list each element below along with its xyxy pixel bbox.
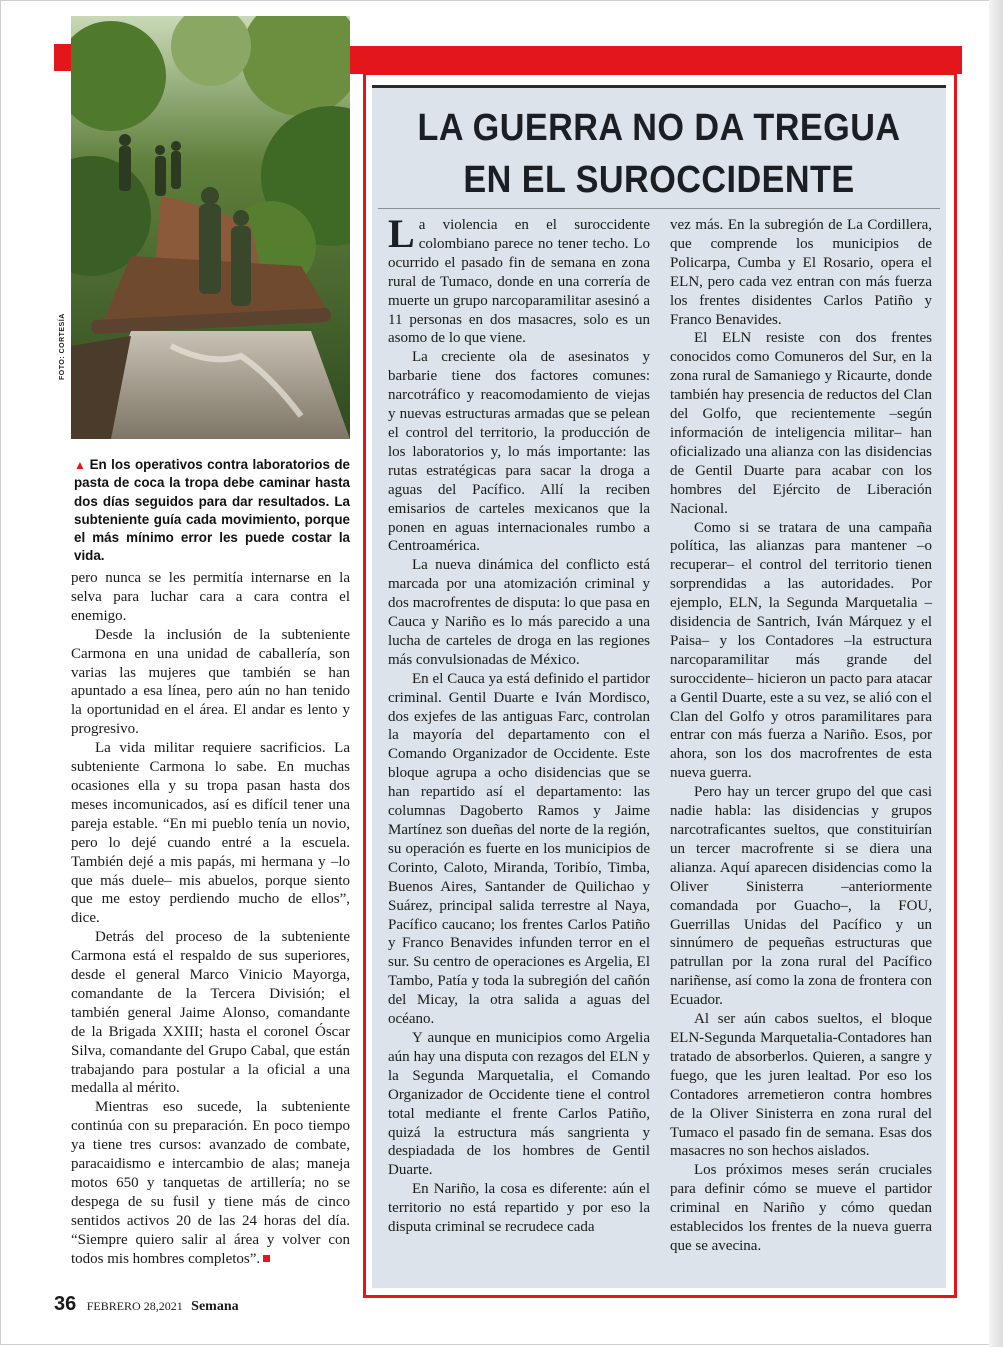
sidebar-column-b — [670, 216, 932, 1256]
sidebar-paragraph: Al ser aún cabos sueltos, el bloque ELN-Segunda Marquetalia-Contadores han tratado de absorberlos. Quieren, a sangre y fuego, que les juren lealtad. Por eso los Contadores arremetieron contra hombres de la Oliver Sinisterra en zona rural del Tumaco el pasado fin de semana. Esas dos masacres no son hechos aislados. — [670, 1011, 932, 1160]
sidebar-paragraph: En Nariño, la cosa es diferente: aún el territorio no está repartido y por eso la disputa criminal se recrudece cada — [388, 1181, 650, 1236]
left-paragraph-text: Mientras eso sucede, la subteniente continúa con su preparación. En poco tiempo ya tiene tres cursos: avanzado de combate, paracaidismo e intercambio de alas; maneja motos 650 y tanquetas de artillería; no se despega de su fusil y tiene más de cinco sentidos activos 20 de las 24 horas del día. “Siempre quiero salir al área y volver con todos mis hombres completos”. — [71, 1099, 350, 1267]
page-number: 36 — [54, 1293, 77, 1315]
headline-divider — [378, 208, 940, 209]
sidebar-red-header-bar — [350, 46, 962, 74]
sidebar-box — [363, 72, 957, 1298]
red-accent-tab — [54, 44, 71, 71]
sidebar-paragraph: La nueva dinámica del conflicto está marcada por una atomización criminal y dos macrofrentes de disputa: lo que pasa en Cauca y Nariño es lo más parecido a una lucha de carteles de droga en las regiones más convulsionadas de México. — [388, 557, 650, 668]
headline-line-2: EN EL SUROCCIDENTE — [463, 159, 855, 201]
left-article-column — [71, 569, 350, 1269]
end-mark-icon — [263, 1255, 270, 1262]
sidebar-paragraph: Y aunque en municipios como Argelia aún hay una disputa con rezagos del ELN y la Segunda Marquetalia, el Comando Organizador de Occidente tiene el control total mediante el frente Carlos Patiño, quizá la estructura más sangrienta y despiadada de los hombres de Gentil Duarte. — [388, 1029, 650, 1179]
caption-triangle-icon: ▲ — [74, 458, 87, 472]
sidebar-paragraph: En el Cauca ya está definido el partidor criminal. Gentil Duarte e Iván Mordisco, dos exjefes de las antiguas Farc, controlan la mayoría del departamento con el Comando Organizador de Occidente. Este bloque agrupa a ocho disidencias que se han repartido así el departamento: las columnas Dagoberto Ramos y Jaime Martínez son dueñas del norte de la región, su operación es fuerte en los municipios de Corinto, Caloto, Miranda, Toribío, Timba, Buenos Aires, Santander de Quilichao y Suárez, principal salida terrestre al Naya, Pacífico caucano; los frentes Carlos Patiño y Franco Benavides infunden terror en el sur. Su centro de operaciones es Argelia, El Tambo, Patía y toda la subregión del cañón del Micay, la otra salida a aguas del océano. — [388, 670, 650, 1028]
article-photo — [71, 16, 350, 439]
sidebar-paragraph: El ELN resiste con dos frentes conocidos como Comuneros del Sur, en la zona rural de Samaniego y Ricaurte, donde también hay presencia de reductos del Clan del Golfo, que recientemente –según información de inteligencia militar– han oficializado una alianza con las disidencias de Gentil Duarte para acabar con los hombres del Ejército de Liberación Nacional. — [670, 330, 932, 517]
photo-credit: FOTO: CORTESÍA — [59, 313, 66, 380]
sidebar-column-a — [388, 211, 650, 1237]
sidebar-paragraph-text: a violencia en el suroccidente colombiano parece no tener techo. Lo ocurrido el pasado fin de semana en zona rural de Tumaco, donde en una correría de muerte un grupo narcoparamilitar asesinó a 11 personas en dos masacres, solo es un asomo de lo que viene. — [388, 217, 650, 347]
issue-date: FEBRERO 28,2021 — [86, 1299, 183, 1313]
left-paragraph-last — [71, 1098, 350, 1268]
left-paragraph: Detrás del proceso de la subteniente Carmona está el respaldo de sus superiores, desde el general Marco Vinicio Mayorga, comandante de la Tercera División; el también general Jaime Alonso, comandante de la Brigada XXIII; hasta el coronel Óscar Silva, comandante del Grupo Cabal, que están trabajando para postular a la oficial a una medalla al mérito. — [71, 929, 350, 1097]
sidebar-paragraph: Pero hay un tercer grupo del que casi nadie habla: las disidencias y grupos narcotraficantes sueltos, que constituirían un tercer macrofrente si se diera una alianza. Aquí aparecen disidencias como la Oliver Sinisterra –anteriormente comandada por Guacho–, la FOU, Guerrillas Unidas del Pacífico y un sinnúmero de pequeñas estructuras que patrullan por la zona rural del Pacífico nariñense, así como la zona de frontera con Ecuador. — [670, 784, 932, 1009]
caption-text: En los operativos contra laboratorios de pasta de coca la tropa debe caminar hasta dos días seguidos para dar resultados. La subteniente guía cada movimiento, porque el más mínimo error les puede costar la vida. — [74, 457, 350, 564]
page-edge-shadow — [989, 0, 1003, 1347]
sidebar-paragraph: Como si se tratara de una campaña política, las alianzas para mantener –o recuperar– el control del territorio tienen sorprendidas a las autoridades. Por ejemplo, ELN, la Segunda Marquetalia –disidencia de Santrich, Iván Márquez y el Paisa– y los Contadores –la estructura narcoparamilitar más grande del suroccidente– hicieron un pacto para atacar a Gentil Duarte, este a su vez, se alió con el Clan del Golfo y otros paramilitares para entrar con más fuerza a Nariño. Esos, por ahora, son los dos macrofrentes de esta nueva guerra. — [670, 519, 932, 782]
sidebar-paragraph: vez más. En la subregión de La Cordillera, que comprende los municipios de Policarpa, Cumba y El Rosario, opera el ELN, pero cada vez entran con más fuerza los frentes disidentes Carlos Patiño y Franco Benavides. — [670, 217, 932, 328]
photo-caption — [74, 456, 350, 566]
sidebar-paragraph: La creciente ola de asesinatos y barbarie tiene dos factores comunes: narcotráfico y reacomodamiento de viejas y nuevas estructuras armadas que se pelean el control del territorio, la producción de los laboratorios y, lo más importante: las rutas estratégicas para sacar la droga a aguas del Pacífico. Allí la reciben emisarios de carteles mexicanos que la ponen en aguas internacionales rumbo a Centroamérica. — [388, 349, 650, 555]
sidebar-paragraph-first — [388, 211, 650, 348]
magazine-name: Semana — [191, 1299, 239, 1314]
page-footer — [54, 1293, 239, 1316]
left-paragraph: La vida militar requiere sacrificios. La subteniente Carmona lo sabe. En muchas ocasiones ella y su tropa pasan hasta dos meses incomunicados, así es difícil tener una pareja estable. “En mi pueblo tenía un novio, pero lo dejé cuando entré a la escuela. También dejé a mis papás, mi hermana y –lo que más duele– mis abuelos, porque siento que me estoy perdiendo mucho de ellos”, dice. — [71, 740, 350, 927]
headline-line-1: LA GUERRA NO DA TREGUA — [417, 107, 901, 149]
left-paragraph: pero nunca se les permitía internarse en la selva para luchar cara a cara contra el enemigo. — [71, 570, 350, 624]
drop-cap: L — [388, 211, 415, 256]
sidebar-headline — [401, 102, 918, 206]
sidebar-paragraph: Los próximos meses serán cruciales para definir cómo se mueve el partidor criminal en Nariño y cómo quedan establecidos los frentes de la nueva guerra que se avecina. — [670, 1162, 932, 1254]
left-paragraph: Desde la inclusión de la subteniente Carmona en una unidad de caballería, son varias las mujeres que también se han apuntado a esa línea, pero aún no han tenido la oportunidad en el área. El andar es lento y progresivo. — [71, 626, 350, 738]
sidebar-panel — [372, 85, 946, 1288]
